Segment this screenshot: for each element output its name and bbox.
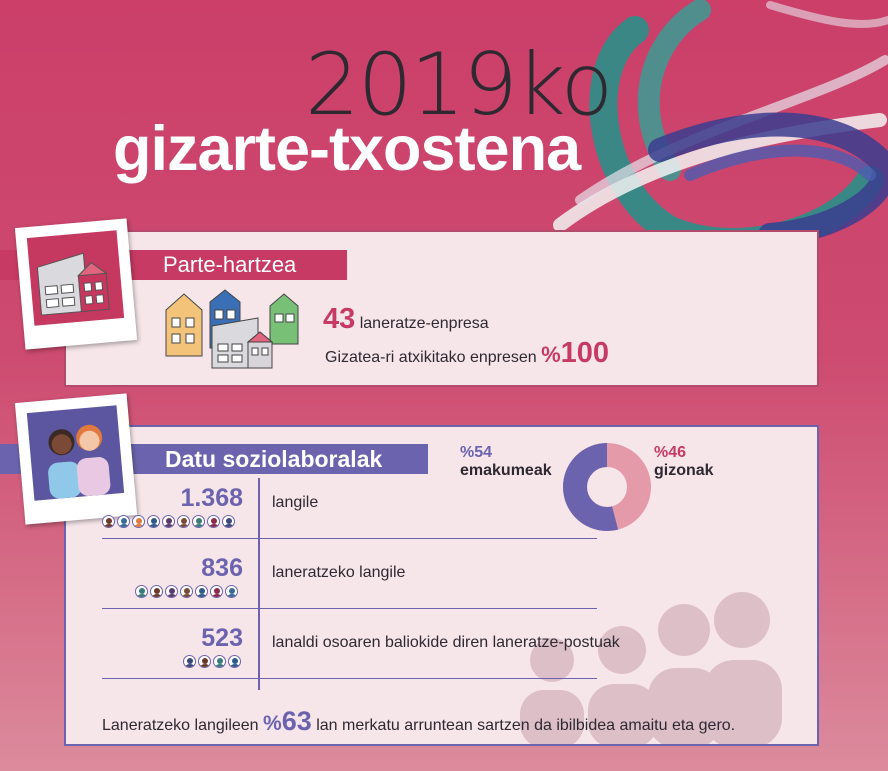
integration-workers-people-icons [135,585,238,598]
participation-section-label: Parte-hartzea [153,250,347,280]
person-icon [150,585,163,598]
gender-donut-chart [563,443,651,531]
footer-suffix: lan merkatu arruntean sartzen da ibilbidea amaitu eta gero. [316,717,736,734]
person-icon [198,655,211,668]
person-icon [132,515,145,528]
person-icon [102,515,115,528]
footer-pct-sign: % [263,712,282,735]
person-icon [177,515,190,528]
person-icon [183,655,196,668]
affiliated-pct-sign: % [541,342,561,367]
person-icon [195,585,208,598]
footer-statement [102,706,735,737]
workers-count: 1.368 [180,484,243,512]
socio-section-label: Datu soziolaboralak [155,444,428,474]
affiliated-pct: 100 [560,337,610,369]
affiliated-label: Gizatea-ri atxikitako enpresen [325,349,537,366]
person-icon [207,515,220,528]
person-icon [210,585,223,598]
integration-workers-label: laneratzeko langile [272,564,406,581]
women-pct: %54 [460,444,493,461]
workers-people-icons [102,515,235,528]
footer-pct: 63 [281,706,312,736]
integration-workers-count: 836 [201,554,243,582]
person-icon [135,585,148,598]
footer-prefix: Laneratzeko langileen [102,717,259,734]
row-divider [102,608,597,609]
person-icon [180,585,193,598]
report-main-title: gizarte-txostena [113,114,581,184]
integration-posts-label: lanaldi osoaren baliokide diren laneratze-postuak [272,634,620,651]
companies-label: laneratze-enpresa [359,315,489,332]
affiliated-stat [325,337,609,370]
integration-posts-people-icons [183,655,241,668]
houses-illustration [162,288,302,370]
person-icon [162,515,175,528]
report-year-title: 2019ko [305,35,612,135]
people-photo [15,393,137,524]
men-label: gizonak [654,462,714,479]
person-icon [228,655,241,668]
buildings-icon [27,230,124,326]
buildings-photo [15,218,137,349]
row-divider [102,678,597,679]
person-icon [225,585,238,598]
workers-label: langile [272,494,319,511]
companies-count: 43 [323,303,356,335]
two-people-icon [27,405,124,501]
table-divider-vertical [258,478,260,690]
women-legend [460,444,552,480]
person-icon [147,515,160,528]
person-icon [192,515,205,528]
person-icon [222,515,235,528]
women-label: emakumeak [460,462,552,479]
row-divider [102,538,597,539]
person-icon [117,515,130,528]
men-legend [654,444,714,480]
companies-stat [323,303,489,336]
integration-posts-count: 523 [201,624,243,652]
person-icon [165,585,178,598]
men-pct: %46 [654,444,687,461]
person-icon [213,655,226,668]
